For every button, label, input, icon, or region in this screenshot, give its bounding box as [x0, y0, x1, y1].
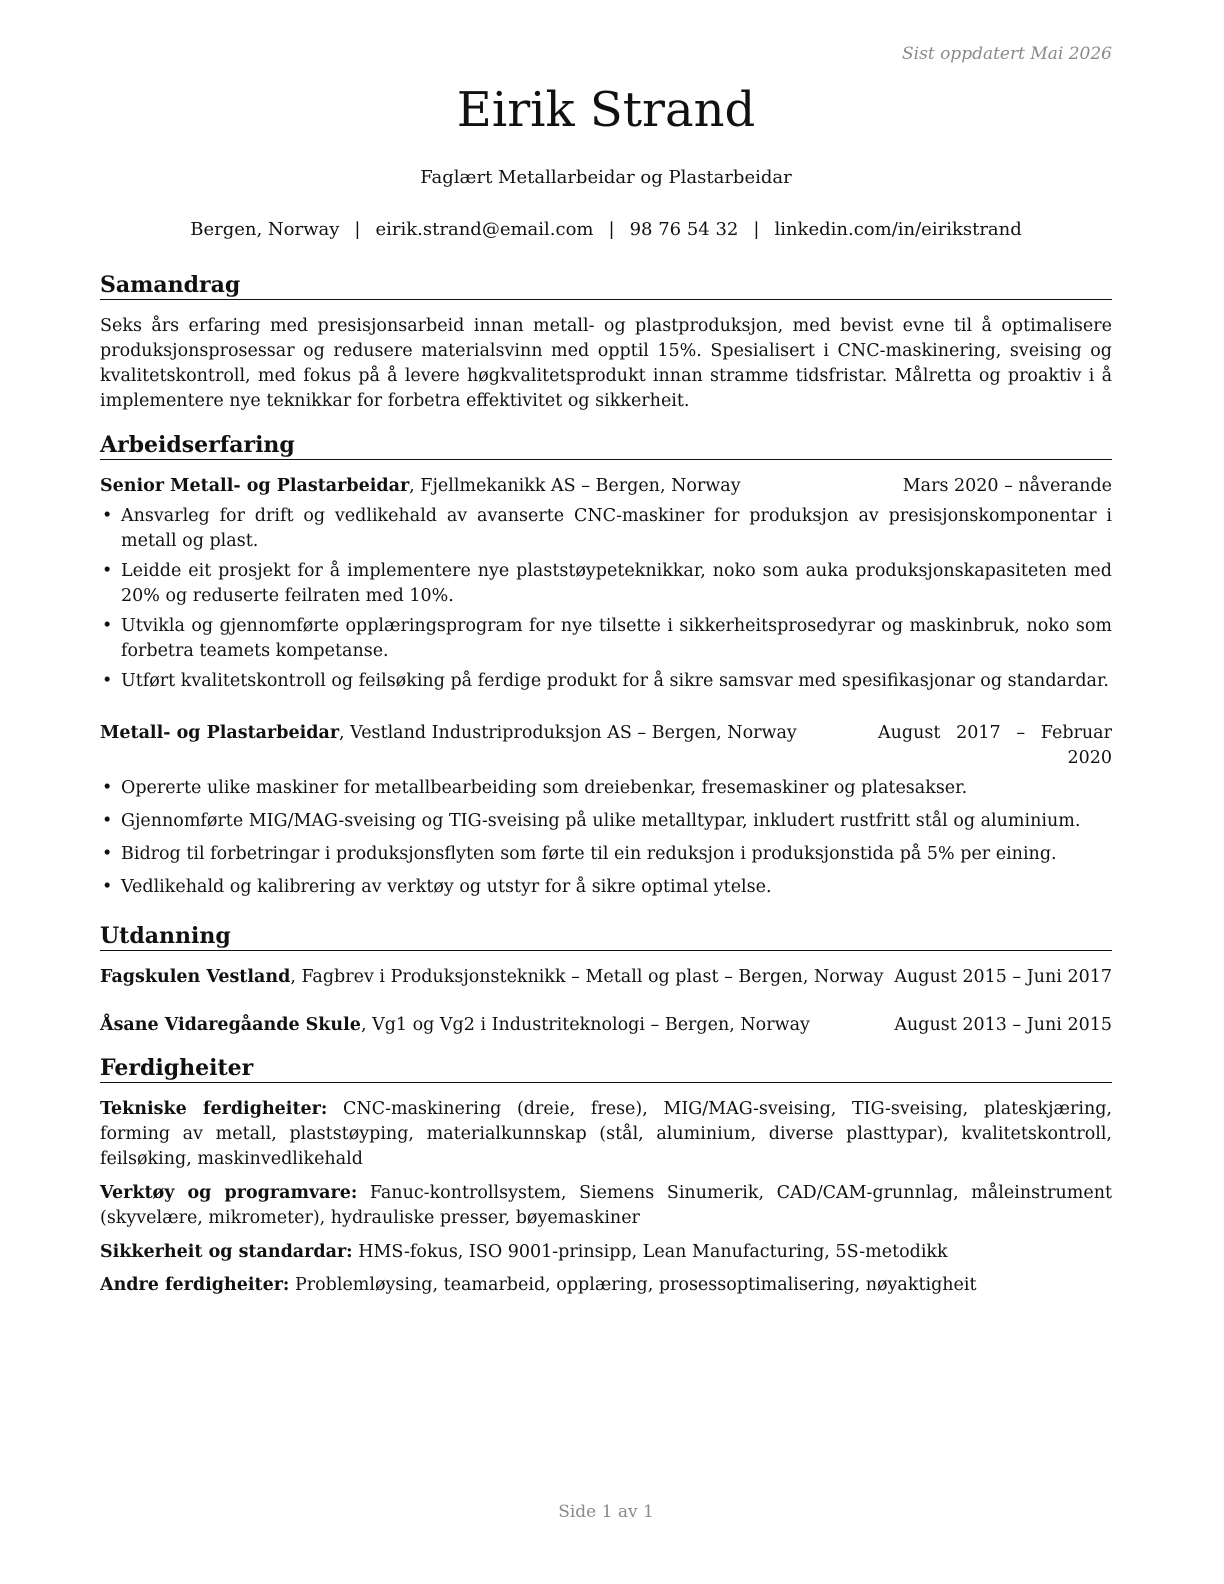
contact-linkedin[interactable]: linkedin.com/in/eirikstrand	[774, 219, 1022, 240]
list-item: • Utvikla og gjennomførte opplæringsprogram for nye tilsette i sikkerheitsprosedyrar og maskinbruk, noko som forbetra teamets kompetanse.	[100, 614, 1112, 664]
education-line	[100, 1013, 810, 1038]
job-header	[100, 474, 1112, 499]
list-item: • Gjennomførte MIG/MAG-sveising og TIG-sveising på ulike metalltypar, inkludert rustfritt stål og aluminium.	[100, 809, 1112, 834]
skill-text: Fanuc-kontrollsystem, Siemens Sinumerik, CAD/CAM-grunnlag, måleinstrument (skyvelære, mikrometer), hydrauliske presser, bøyemaskiner	[100, 1183, 1112, 1228]
contact-phone: 98 76 54 32	[629, 219, 739, 240]
resume-page	[100, 0, 1112, 1584]
contact-email[interactable]: eirik.strand@email.com	[375, 219, 594, 240]
education-detail: , Vg1 og Vg2 i Industriteknologi – Bergen, Norway	[360, 1015, 810, 1035]
contact-separator: |	[753, 219, 760, 240]
job-bullets	[100, 504, 1112, 694]
list-item: • Bidrog til forbetringar i produksjonsflyten som førte til ein reduksjon i produksjonstida på 5% per eining.	[100, 842, 1112, 867]
contact-separator: |	[354, 219, 361, 240]
skill-row	[100, 1273, 1112, 1298]
skill-label: Sikkerheit og standardar:	[100, 1242, 353, 1262]
education-entry	[100, 1013, 1112, 1038]
skill-row	[100, 1181, 1112, 1231]
list-item: • Ansvarleg for drift og vedlikehald av avanserte CNC-maskiner for produksjon av presisjonskomponentar i metall og plast.	[100, 504, 1112, 554]
job-employer: , Fjellmekanikk AS – Bergen, Norway	[409, 476, 741, 496]
job-header	[100, 721, 1112, 771]
job-bullets	[100, 776, 1112, 900]
school-name: Åsane Vidaregåande Skule	[100, 1015, 361, 1035]
job-role: Metall- og Plastarbeidar	[100, 723, 340, 743]
contact-location: Bergen, Norway	[190, 219, 340, 240]
last-updated: Sist oppdatert Mai 2026	[902, 44, 1112, 64]
list-item: • Leidde eit prosjekt for å implementere nye plaststøypeteknikkar, noko som auka produksjonskapasiteten med 20% og reduserte feilraten med 10%.	[100, 559, 1112, 609]
job-employer: , Vestland Industriproduksjon AS – Bergen, Norway	[339, 723, 797, 743]
contact-separator: |	[608, 219, 615, 240]
section-title-summary: Samandrag	[100, 271, 1112, 300]
skill-text: HMS-fokus, ISO 9001-prinsipp, Lean Manufacturing, 5S-metodikk	[358, 1242, 948, 1262]
list-item: • Opererte ulike maskiner for metallbearbeiding som dreiebenkar, fresemaskiner og platesakser.	[100, 776, 1112, 801]
job-date: August 2017 – Februar 2020	[878, 723, 1112, 768]
school-name: Fagskulen Vestland	[100, 967, 291, 987]
job-title: Faglært Metallarbeidar og Plastarbeidar	[420, 167, 792, 188]
education-date: August 2013 – Juni 2015	[894, 1015, 1112, 1035]
education-line	[100, 965, 883, 990]
summary-text: Seks års erfaring med presisjonsarbeid innan metall- og plastproduksjon, med bevist evne til å optimalisere produksjonsprosessar og redusere materialsvinn med opptil 15%. Spesialisert i CNC-maskinering, sveising og kvalitetskontroll, med fokus på å levere høgkvalitetsprodukt innan stramme tidsfristar. Målretta og proaktiv i å implementere nye teknikkar for forbetra effektivitet og sikkerheit.	[100, 316, 1112, 411]
job-role-line	[100, 474, 741, 499]
section-title-education: Utdanning	[100, 922, 1112, 951]
education-detail: , Fagbrev i Produksjonsteknikk – Metall og plast – Bergen, Norway	[290, 967, 884, 987]
page-number: Side 1 av 1	[558, 1502, 654, 1522]
job-role: Senior Metall- og Plastarbeidar	[100, 476, 410, 496]
job-date: Mars 2020 – nåverande	[902, 476, 1112, 496]
skill-text: CNC-maskinering (dreie, frese), MIG/MAG-sveising, TIG-sveising, plateskjæring, forming av metall, plaststøyping, materialkunnskap (stål, aluminium, diverse plasttypar), kvalitetskontroll, feilsøking, maskinvedlikehald	[100, 1099, 1112, 1169]
skill-label: Verktøy og programvare:	[100, 1183, 358, 1203]
skill-row	[100, 1240, 1112, 1265]
skill-row	[100, 1097, 1112, 1172]
education-entry	[100, 965, 1112, 990]
section-title-skills: Ferdigheiter	[100, 1054, 1112, 1083]
job-role-line	[100, 721, 797, 771]
section-title-experience: Arbeidserfaring	[100, 431, 1112, 460]
skill-label: Tekniske ferdigheiter:	[100, 1099, 328, 1119]
list-item: • Utført kvalitetskontroll og feilsøking på ferdige produkt for å sikre samsvar med spesifikasjonar og standardar.	[100, 669, 1112, 694]
list-item: • Vedlikehald og kalibrering av verktøy og utstyr for å sikre optimal ytelse.	[100, 875, 1112, 900]
contact-line	[100, 219, 1112, 240]
skill-text: Problemløysing, teamarbeid, opplæring, prosessoptimalisering, nøyaktigheit	[294, 1275, 977, 1295]
education-date: August 2015 – Juni 2017	[894, 967, 1112, 987]
skill-label: Andre ferdigheiter:	[100, 1275, 290, 1295]
person-name: Eirik Strand	[456, 82, 756, 138]
